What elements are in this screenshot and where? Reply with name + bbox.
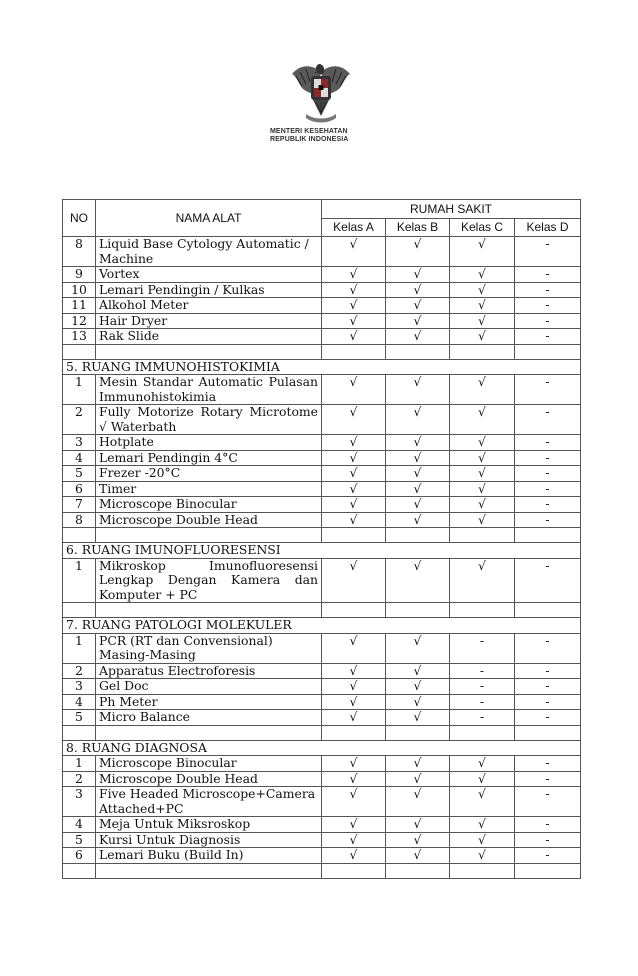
row-number: 1 <box>63 633 96 663</box>
class-mark: √ <box>386 313 450 329</box>
empty-cell <box>386 725 450 740</box>
class-mark: √ <box>386 450 450 466</box>
empty-cell <box>450 528 515 543</box>
equipment-name: Fully Motorize Rotary Microtome √ Waterbath <box>96 405 322 435</box>
class-mark: - <box>515 694 581 710</box>
class-mark: √ <box>322 832 386 848</box>
class-mark: √ <box>386 329 450 345</box>
class-mark: - <box>450 710 515 726</box>
row-number: 3 <box>63 435 96 451</box>
class-mark: √ <box>450 817 515 833</box>
class-mark: √ <box>386 298 450 314</box>
equipment-name: Alkohol Meter <box>96 298 322 314</box>
table-row <box>63 679 581 695</box>
class-mark: - <box>450 694 515 710</box>
row-number: 5 <box>63 710 96 726</box>
empty-cell <box>63 528 96 543</box>
class-mark: - <box>515 663 581 679</box>
equipment-name: Microscope Binocular <box>96 756 322 772</box>
class-mark: - <box>515 679 581 695</box>
section-heading: 5. RUANG IMMUNOHISTOKIMIA <box>63 359 581 375</box>
section-heading: 8. RUANG DIAGNOSA <box>63 740 581 756</box>
empty-cell <box>515 863 581 878</box>
equipment-name: Frezer -20°C <box>96 466 322 482</box>
row-number: 10 <box>63 282 96 298</box>
class-mark: - <box>515 375 581 405</box>
empty-cell <box>386 528 450 543</box>
class-mark: √ <box>322 298 386 314</box>
garuda-emblem-icon <box>286 58 356 128</box>
equipment-name: Microscope Double Head <box>96 512 322 528</box>
table-row <box>63 633 581 663</box>
empty-cell <box>515 725 581 740</box>
row-number: 9 <box>63 267 96 283</box>
class-mark: - <box>515 435 581 451</box>
header-kelas-b: Kelas B <box>386 219 450 237</box>
class-mark: √ <box>386 694 450 710</box>
class-mark: - <box>515 298 581 314</box>
spacer-row <box>63 725 581 740</box>
class-mark: √ <box>450 313 515 329</box>
class-mark: - <box>515 497 581 513</box>
row-number: 2 <box>63 771 96 787</box>
class-mark: - <box>515 267 581 283</box>
class-mark: - <box>515 771 581 787</box>
class-mark: √ <box>386 466 450 482</box>
class-mark: √ <box>450 771 515 787</box>
table-row <box>63 329 581 345</box>
class-mark: √ <box>386 633 450 663</box>
class-mark: √ <box>322 512 386 528</box>
equipment-name: Gel Doc <box>96 679 322 695</box>
table-row <box>63 787 581 817</box>
class-mark: √ <box>450 558 515 603</box>
row-number: 8 <box>63 512 96 528</box>
empty-cell <box>386 603 450 618</box>
empty-cell <box>515 528 581 543</box>
class-mark: √ <box>322 694 386 710</box>
class-mark: √ <box>322 313 386 329</box>
class-mark: √ <box>386 435 450 451</box>
class-mark: √ <box>322 405 386 435</box>
empty-cell <box>322 603 386 618</box>
row-number: 4 <box>63 694 96 710</box>
section-heading: 6. RUANG IMUNOFLUORESENSI <box>63 543 581 559</box>
row-number: 1 <box>63 756 96 772</box>
class-mark: √ <box>322 756 386 772</box>
empty-cell <box>515 603 581 618</box>
empty-cell <box>450 863 515 878</box>
class-mark: √ <box>386 558 450 603</box>
equipment-name: Lemari Pendingin 4°C <box>96 450 322 466</box>
spacer-row <box>63 863 581 878</box>
class-mark: √ <box>450 298 515 314</box>
table-row <box>63 237 581 267</box>
empty-cell <box>63 863 96 878</box>
class-mark: √ <box>386 832 450 848</box>
class-mark: √ <box>450 466 515 482</box>
ministry-title <box>270 128 380 144</box>
empty-cell <box>322 344 386 359</box>
empty-cell <box>450 603 515 618</box>
equipment-name: PCR (RT dan Convensional) Masing-Masing <box>96 633 322 663</box>
equipment-name: Kursi Untuk Diagnosis <box>96 832 322 848</box>
class-mark: √ <box>450 481 515 497</box>
table-row <box>63 450 581 466</box>
class-mark: - <box>515 832 581 848</box>
class-mark: √ <box>322 282 386 298</box>
section-row <box>63 359 581 375</box>
class-mark: - <box>515 756 581 772</box>
empty-cell <box>96 725 322 740</box>
header-kelas-c: Kelas C <box>450 219 515 237</box>
table-row <box>63 282 581 298</box>
class-mark: √ <box>450 756 515 772</box>
row-number: 3 <box>63 679 96 695</box>
class-mark: √ <box>386 237 450 267</box>
row-number: 8 <box>63 237 96 267</box>
class-mark: √ <box>386 771 450 787</box>
class-mark: √ <box>322 267 386 283</box>
spacer-row <box>63 603 581 618</box>
class-mark: √ <box>386 817 450 833</box>
class-mark: - <box>450 663 515 679</box>
row-number: 11 <box>63 298 96 314</box>
row-number: 4 <box>63 817 96 833</box>
empty-cell <box>386 344 450 359</box>
section-row <box>63 740 581 756</box>
class-mark: √ <box>386 512 450 528</box>
row-number: 12 <box>63 313 96 329</box>
equipment-name: Micro Balance <box>96 710 322 726</box>
class-mark: √ <box>450 329 515 345</box>
equipment-name: Lemari Pendingin / Kulkas <box>96 282 322 298</box>
equipment-name: Vortex <box>96 267 322 283</box>
empty-cell <box>96 344 322 359</box>
equipment-table <box>62 199 581 879</box>
class-mark: - <box>515 405 581 435</box>
equipment-name: Timer <box>96 481 322 497</box>
row-number: 5 <box>63 832 96 848</box>
table-row <box>63 313 581 329</box>
class-mark: √ <box>450 832 515 848</box>
table-row <box>63 756 581 772</box>
row-number: 6 <box>63 481 96 497</box>
table-row <box>63 497 581 513</box>
class-mark: √ <box>386 663 450 679</box>
class-mark: - <box>515 633 581 663</box>
class-mark: √ <box>322 558 386 603</box>
class-mark: - <box>515 329 581 345</box>
empty-cell <box>450 725 515 740</box>
table-body <box>63 237 581 879</box>
row-number: 13 <box>63 329 96 345</box>
class-mark: √ <box>450 512 515 528</box>
equipment-name: Five Headed Microscope+Camera Attached+PC <box>96 787 322 817</box>
row-number: 6 <box>63 848 96 864</box>
table-row <box>63 832 581 848</box>
class-mark: √ <box>322 237 386 267</box>
header-nama-alat: NAMA ALAT <box>96 200 322 237</box>
row-number: 3 <box>63 787 96 817</box>
class-mark: √ <box>450 282 515 298</box>
class-mark: √ <box>386 848 450 864</box>
table-row <box>63 435 581 451</box>
class-mark: √ <box>450 787 515 817</box>
class-mark: - <box>515 466 581 482</box>
equipment-name: Mikroskop Imunofluoresensi Lengkap Dengan Kamera dan Komputer + PC <box>96 558 322 603</box>
row-number: 5 <box>63 466 96 482</box>
class-mark: √ <box>450 848 515 864</box>
empty-cell <box>515 344 581 359</box>
empty-cell <box>450 344 515 359</box>
table-row <box>63 481 581 497</box>
class-mark: √ <box>386 267 450 283</box>
row-number: 2 <box>63 663 96 679</box>
header-kelas-a: Kelas A <box>322 219 386 237</box>
class-mark: √ <box>450 435 515 451</box>
class-mark: √ <box>450 497 515 513</box>
equipment-name: Hair Dryer <box>96 313 322 329</box>
row-number: 2 <box>63 405 96 435</box>
class-mark: - <box>450 633 515 663</box>
row-number: 1 <box>63 558 96 603</box>
class-mark: - <box>515 558 581 603</box>
class-mark: - <box>515 450 581 466</box>
empty-cell <box>96 528 322 543</box>
class-mark: √ <box>322 787 386 817</box>
table-row <box>63 663 581 679</box>
header-kelas-d: Kelas D <box>515 219 581 237</box>
row-number: 1 <box>63 375 96 405</box>
class-mark: √ <box>450 237 515 267</box>
empty-cell <box>386 863 450 878</box>
class-mark: √ <box>322 450 386 466</box>
empty-cell <box>63 603 96 618</box>
table-row <box>63 558 581 603</box>
class-mark: √ <box>322 817 386 833</box>
class-mark: √ <box>386 282 450 298</box>
header-no: NO <box>63 200 96 237</box>
class-mark: √ <box>450 267 515 283</box>
class-mark: √ <box>450 450 515 466</box>
class-mark: √ <box>322 771 386 787</box>
table-row <box>63 375 581 405</box>
table-row <box>63 817 581 833</box>
row-number: 7 <box>63 497 96 513</box>
class-mark: √ <box>322 710 386 726</box>
table-row <box>63 512 581 528</box>
class-mark: - <box>450 679 515 695</box>
empty-cell <box>63 725 96 740</box>
table-row <box>63 710 581 726</box>
empty-cell <box>63 344 96 359</box>
empty-cell <box>322 528 386 543</box>
class-mark: √ <box>386 481 450 497</box>
class-mark: √ <box>322 466 386 482</box>
class-mark: √ <box>322 497 386 513</box>
equipment-name: Ph Meter <box>96 694 322 710</box>
empty-cell <box>96 603 322 618</box>
ministry-line-2: REPUBLIK INDONESIA <box>270 136 349 143</box>
class-mark: √ <box>386 787 450 817</box>
table-row <box>63 267 581 283</box>
table-row <box>63 298 581 314</box>
class-mark: √ <box>322 663 386 679</box>
class-mark: - <box>515 710 581 726</box>
empty-cell <box>96 863 322 878</box>
class-mark: √ <box>450 405 515 435</box>
class-mark: - <box>515 282 581 298</box>
class-mark: √ <box>322 848 386 864</box>
ministry-line-1: MENTERI KESEHATAN <box>270 128 348 135</box>
class-mark: - <box>515 787 581 817</box>
equipment-name: Mesin Standar Automatic Pulasan Immunohistokimia <box>96 375 322 405</box>
empty-cell <box>322 725 386 740</box>
class-mark: √ <box>322 481 386 497</box>
equipment-name: Microscope Binocular <box>96 497 322 513</box>
class-mark: - <box>515 237 581 267</box>
class-mark: √ <box>322 375 386 405</box>
equipment-name: Hotplate <box>96 435 322 451</box>
section-row <box>63 543 581 559</box>
equipment-name: Rak Slide <box>96 329 322 345</box>
row-number: 4 <box>63 450 96 466</box>
class-mark: √ <box>322 679 386 695</box>
table-row <box>63 405 581 435</box>
class-mark: - <box>515 313 581 329</box>
spacer-row <box>63 344 581 359</box>
class-mark: √ <box>450 375 515 405</box>
class-mark: √ <box>322 329 386 345</box>
class-mark: √ <box>386 497 450 513</box>
equipment-name: Liquid Base Cytology Automatic / Machine <box>96 237 322 267</box>
class-mark: √ <box>386 710 450 726</box>
class-mark: - <box>515 512 581 528</box>
equipment-name: Lemari Buku (Build In) <box>96 848 322 864</box>
spacer-row <box>63 528 581 543</box>
class-mark: √ <box>322 633 386 663</box>
section-row <box>63 618 581 634</box>
section-heading: 7. RUANG PATOLOGI MOLEKULER <box>63 618 581 634</box>
empty-cell <box>322 863 386 878</box>
class-mark: - <box>515 817 581 833</box>
class-mark: √ <box>322 435 386 451</box>
equipment-name: Apparatus Electroforesis <box>96 663 322 679</box>
class-mark: √ <box>386 375 450 405</box>
class-mark: - <box>515 481 581 497</box>
table-row <box>63 694 581 710</box>
table-row <box>63 466 581 482</box>
equipment-name: Microscope Double Head <box>96 771 322 787</box>
table-row <box>63 848 581 864</box>
table-row <box>63 771 581 787</box>
class-mark: √ <box>386 405 450 435</box>
class-mark: √ <box>386 756 450 772</box>
class-mark: - <box>515 848 581 864</box>
class-mark: √ <box>386 679 450 695</box>
header-rumah-sakit: RUMAH SAKIT <box>322 200 581 219</box>
equipment-name: Meja Untuk Miksroskop <box>96 817 322 833</box>
